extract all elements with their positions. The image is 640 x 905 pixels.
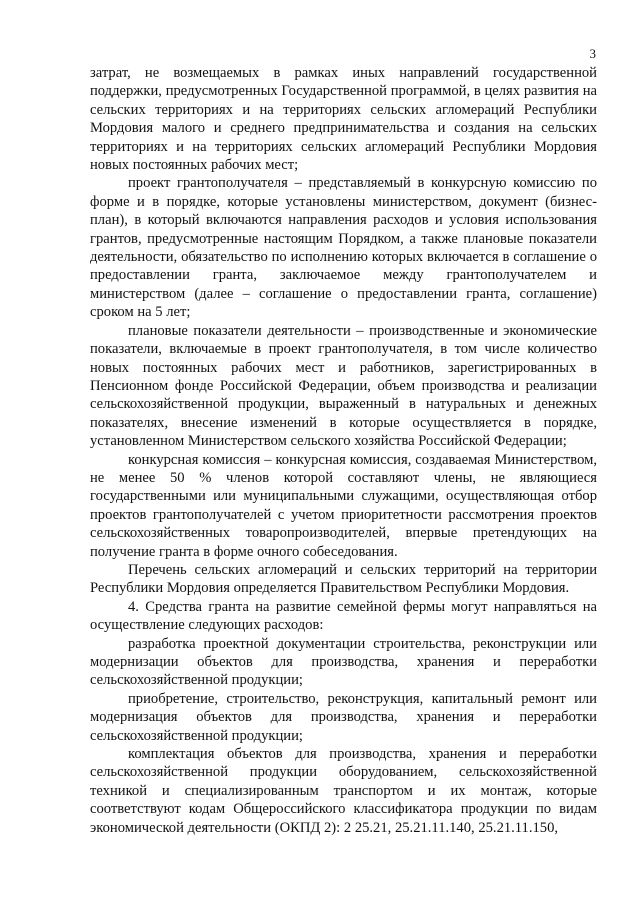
paragraph-definition-competition-commission: конкурсная комиссия – конкурсная комиссия, создаваемая Министерством, не менее 50 % членов которой составляют члены, не являющиеся государственными или муниципальными служащими, осуществляющая отбор проектов грантополучателей с учетом приоритетности рассмотрения проектов сельскохозяйственных товаропроизводителей, впервые претендующих на получение гранта в форме очного собеседования. xyxy=(90,451,597,560)
paragraph-definition-grant-project: проект грантополучателя – представляемый в конкурсную комиссию по форме и в порядке, которые установлены министерством, документ (бизнес-план), в который включаются направления расходов и условия использования грантов, предусмотренные настоящим Порядком, а также плановые показатели деятельности, обязательство по исполнению которых включается в соглашение о предоставлении гранта, заключаемое между грантополучателем и министерством (далее – соглашение о предоставлении гранта, соглашение) сроком на 5 лет; xyxy=(90,175,597,321)
paragraph-continued-costs: затрат, не возмещаемых в рамках иных направлений государственной поддержки, предусмотренных Государственной программой, в целях развития на сельских территориях и на территориях сельских агломераций Республики Мордовия малого и среднего предпринимательства и создания на сельских территориях и на территориях сельских агломераций Республики Мордовия новых постоянных рабочих мест; xyxy=(90,65,597,174)
paragraph-expense-equipment: комплектация объектов для производства, хранения и переработки сельскохозяйственной продукции оборудованием, сельскохозяйственной техникой и специализированным транспортом и их монтаж, которые соответствуют кодам Общероссийского классификатора продукции по видам экономической деятельности (ОКПД 2): 2 25.21, 25.21.11.140, 25.21.11.150, xyxy=(90,746,597,836)
page-number: 3 xyxy=(589,46,596,61)
paragraph-expense-design-documentation: разработка проектной документации строительства, реконструкции или модернизации объектов для производства, хранения и переработки сельскохозяйственной продукции; xyxy=(90,635,597,689)
paragraph-agglomerations-list: Перечень сельских агломераций и сельских территорий на территории Республики Мордовия определяется Правительством Республики Мордовия. xyxy=(90,561,597,597)
paragraph-expense-acquisition-construction: приобретение, строительство, реконструкция, капитальный ремонт или модернизация объектов для производства, хранения и переработки сельскохозяйственной продукции; xyxy=(90,690,597,744)
paragraph-definition-planned-indicators: плановые показатели деятельности – производственные и экономические показатели, включаемые в проект грантополучателя, в том числе количество новых постоянных рабочих мест и работников, зарегистрированных в Пенсионном фонде Российской Федерации, объем производства и реализации сельскохозяйственной продукции, выраженный в натуральных и денежных показателях, внесение изменений в которые осуществляется в порядке, установленном Министерством сельского хозяйства Российской Федерации; xyxy=(90,322,597,450)
paragraph-item-4: 4. Средства гранта на развитие семейной фермы могут направляться на осуществление следующих расходов: xyxy=(90,598,597,634)
document-body xyxy=(90,64,597,837)
